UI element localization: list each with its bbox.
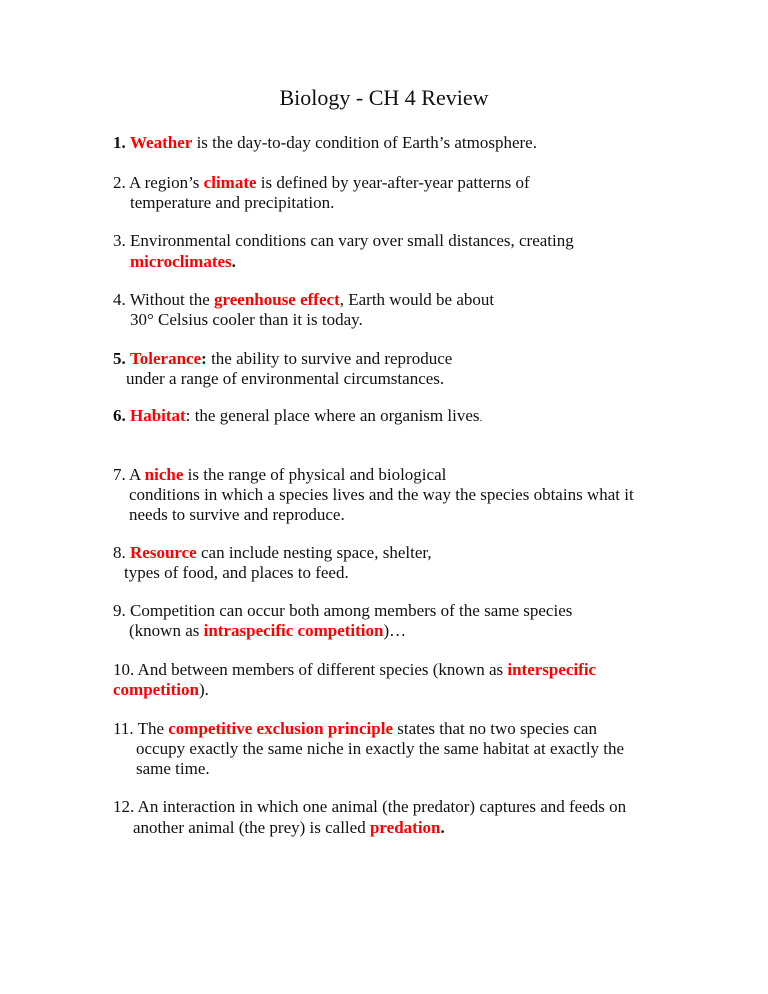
- review-item-1: 1. Weather is the day-to-day condition of Earth’s atmosphere.: [113, 133, 537, 152]
- review-item-4-cont: 30° Celsius cooler than it is today.: [130, 310, 363, 329]
- key-term: climate: [203, 173, 257, 192]
- key-term: greenhouse effect: [214, 290, 340, 309]
- review-item-7-cont-2: needs to survive and reproduce.: [129, 505, 345, 524]
- key-term: Habitat: [130, 406, 186, 425]
- review-item-7-cont-1: conditions in which a species lives and the way the species obtains what it: [129, 485, 634, 504]
- key-term: predation: [369, 818, 441, 837]
- review-item-2-cont: temperature and precipitation.: [130, 193, 335, 212]
- key-term: intraspecific competition: [203, 621, 384, 640]
- review-item-8: 8. Resource can include nesting space, shelter,: [113, 543, 432, 562]
- review-item-8-cont: types of food, and places to feed.: [124, 563, 349, 582]
- review-item-9: 9. Competition can occur both among members of the same species: [113, 601, 573, 620]
- review-item-5-cont: under a range of environmental circumstances.: [126, 369, 445, 388]
- key-term: competitive exclusion principle: [168, 719, 394, 738]
- review-item-10-cont: competition).: [113, 680, 209, 699]
- key-term: Tolerance: [130, 349, 202, 368]
- review-item-11-cont-2: same time.: [136, 759, 210, 778]
- key-term: interspecific: [507, 660, 597, 679]
- key-term: niche: [144, 465, 184, 484]
- key-term: Resource: [130, 543, 197, 562]
- review-item-3-cont: microclimates.: [130, 252, 236, 271]
- review-item-4: 4. Without the greenhouse effect, Earth would be about: [113, 290, 495, 309]
- review-item-5: 5. Tolerance: the ability to survive and reproduce: [113, 349, 453, 368]
- review-item-6: 6. Habitat: the general place where an organism lives.: [113, 406, 483, 425]
- review-item-12-cont: another animal (the prey) is called predation.: [133, 818, 445, 837]
- review-item-2: 2. A region’s climate is defined by year-after-year patterns of: [113, 173, 530, 192]
- review-item-10: 10. And between members of different species (known as interspecific: [113, 660, 597, 679]
- page-title: Biology - CH 4 Review: [279, 85, 489, 110]
- review-item-11: 11. The competitive exclusion principle states that no two species can: [113, 719, 597, 738]
- review-item-9-cont: (known as intraspecific competition)…: [129, 621, 407, 640]
- review-item-3: 3. Environmental conditions can vary over small distances, creating: [113, 231, 574, 250]
- key-term: competition: [113, 680, 199, 699]
- review-item-12: 12. An interaction in which one animal (the predator) captures and feeds on: [113, 797, 627, 816]
- key-term: microclimates: [130, 252, 232, 271]
- key-term: Weather: [130, 133, 193, 152]
- review-item-7: 7. A niche is the range of physical and biological: [113, 465, 447, 484]
- review-item-11-cont-1: occupy exactly the same niche in exactly the same habitat at exactly the: [136, 739, 625, 758]
